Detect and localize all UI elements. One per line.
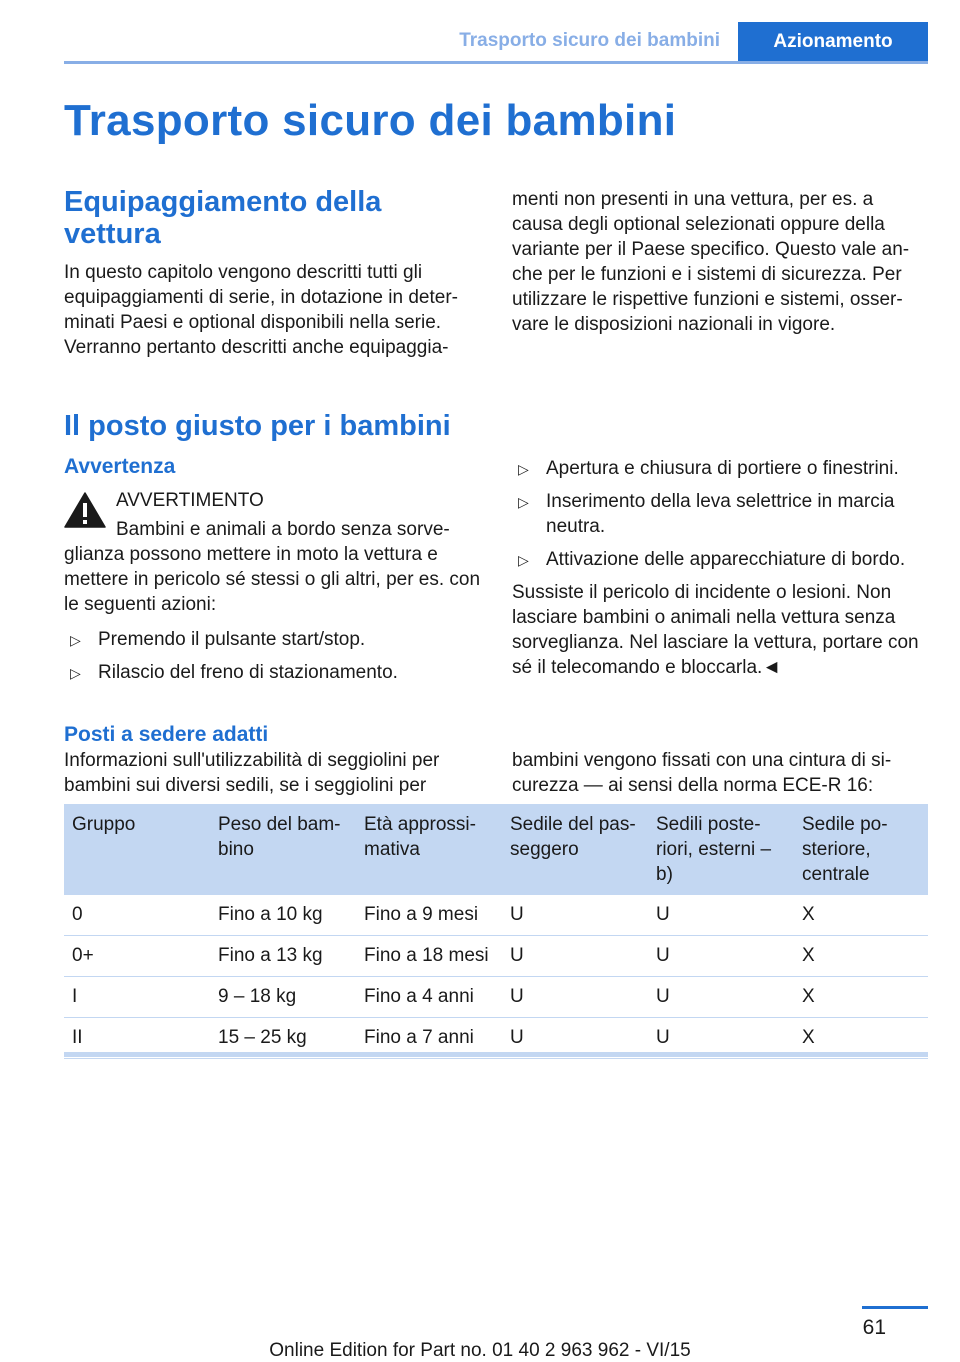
table-cell: X <box>794 1018 928 1059</box>
table-cell: 0 <box>64 895 210 936</box>
table-cell: I <box>64 977 210 1018</box>
table-header-cell: Sedile po-steriore, centrale <box>794 804 928 895</box>
warning-conclusion: Sussiste il pericolo di incidente o lesioni. Non lasciare bambini o animali nella vettura senza sorveglianza. Nel lasciare la vettura, portare con sé il telecomando e bloccarla.◄ <box>512 582 919 678</box>
list-item: ▷ Apertura e chiusura di portiere o finestrini. <box>512 456 928 481</box>
header-section-title: Trasporto sicuro dei bambini <box>459 30 720 51</box>
table-cell: 0+ <box>64 936 210 977</box>
warning-list-right <box>512 456 928 572</box>
table-header-row <box>64 804 928 895</box>
table-cell: 9 – 18 kg <box>210 977 356 1018</box>
equip-heading: Equipaggiamento della vettura <box>64 186 382 250</box>
table-row <box>64 895 928 936</box>
footer-edition: Online Edition for Part no. 01 40 2 963 962 - VI/15 <box>269 1340 691 1361</box>
page-number-rule <box>862 1306 928 1309</box>
warning-list-left <box>64 627 482 685</box>
table-header-cell: Sedile del pas-seggero <box>502 804 648 895</box>
table-cell: U <box>648 1018 794 1059</box>
warning-box <box>64 488 482 542</box>
posto-left-column <box>64 410 482 693</box>
warning-text: glianza possono mettere in moto la vettura e mettere in pericolo sé stessi o gli altri, per es. con le seguenti azioni: <box>64 544 481 615</box>
table-header-cell: Peso del bam-bino <box>210 804 356 895</box>
equip-left-text: In questo capitolo vengono descritti tutti gli equipaggiamenti di serie, in dotazione in deter-minati Paesi e optional disponibili nella serie. Verranno pertanto descritti anche equipaggia- <box>64 262 458 358</box>
table-header-cell: Gruppo <box>64 804 210 895</box>
warning-heading: Avvertenza <box>64 455 176 478</box>
table-cell: 15 – 25 kg <box>210 1018 356 1059</box>
list-item: ▷ Premendo il pulsante start/stop. <box>64 627 482 652</box>
table-cell: Fino a 18 mesi <box>356 936 502 977</box>
header-chapter-tab[interactable]: Azionamento <box>738 22 928 62</box>
triangle-bullet-icon: ▷ <box>518 494 529 510</box>
table-cell: U <box>648 895 794 936</box>
page-title: Trasporto sicuro dei bambini <box>64 96 677 145</box>
triangle-bullet-icon: ▷ <box>70 632 81 648</box>
equip-right-column <box>512 187 928 337</box>
table-bottom-rule <box>64 1052 928 1057</box>
posto-right-column <box>512 456 928 680</box>
table-cell: U <box>502 895 648 936</box>
table-cell: II <box>64 1018 210 1059</box>
table-row <box>64 936 928 977</box>
triangle-bullet-icon: ▷ <box>70 665 81 681</box>
page-header <box>0 22 960 62</box>
table-cell: U <box>502 936 648 977</box>
posti-left-text: Informazioni sull'utilizzabilità di seggiolini per bambini sui diversi sedili, se i seggiolini per <box>64 750 440 796</box>
triangle-bullet-icon: ▷ <box>518 552 529 568</box>
child-seat-table <box>64 804 928 1059</box>
table-cell: U <box>502 977 648 1018</box>
table-cell: U <box>648 977 794 1018</box>
table-cell: Fino a 13 kg <box>210 936 356 977</box>
equip-left-column <box>64 186 482 360</box>
warning-icon <box>64 492 106 528</box>
triangle-bullet-icon: ▷ <box>518 461 529 477</box>
table-cell: Fino a 10 kg <box>210 895 356 936</box>
posti-heading: Posti a sedere adatti <box>64 723 269 746</box>
list-item: ▷ Attivazione delle apparecchiature di bordo. <box>512 547 928 572</box>
warning-text-first-line: Bambini e animali a bordo senza sorve- <box>116 519 450 540</box>
posti-right-text: bambini vengono fissati con una cintura di si-curezza — ai sensi della norma ECE-R 16: <box>512 750 892 796</box>
posti-right-column <box>512 748 928 798</box>
table-cell: Fino a 7 anni <box>356 1018 502 1059</box>
posti-left-column <box>64 722 482 798</box>
table-cell: U <box>502 1018 648 1059</box>
table-cell: X <box>794 895 928 936</box>
header-rule <box>64 61 928 64</box>
table-row <box>64 977 928 1018</box>
table-header-cell: Sedili poste-riori, esterni – b) <box>648 804 794 895</box>
page-number: 61 <box>862 1316 886 1339</box>
table-cell: Fino a 9 mesi <box>356 895 502 936</box>
table-cell: Fino a 4 anni <box>356 977 502 1018</box>
equip-right-text: menti non presenti in una vettura, per es. a causa degli optional selezionati oppure della variante per il Paese specifico. Questo vale an-che per le funzioni e i sistemi di sicurezza. Per utilizzare le rispettive funzioni e sistemi, osser-vare le disposizioni nazionali in vigore. <box>512 189 910 335</box>
warning-title: AVVERTIMENTO <box>116 490 264 511</box>
table-header-cell: Età approssi-mativa <box>356 804 502 895</box>
table-cell: U <box>648 936 794 977</box>
table-cell: X <box>794 977 928 1018</box>
posto-heading: Il posto giusto per i bambini <box>64 410 451 442</box>
list-item: ▷ Inserimento della leva selettrice in marcia neutra. <box>518 491 895 537</box>
list-item: ▷ Rilascio del freno di stazionamento. <box>64 660 482 685</box>
table-cell: X <box>794 936 928 977</box>
